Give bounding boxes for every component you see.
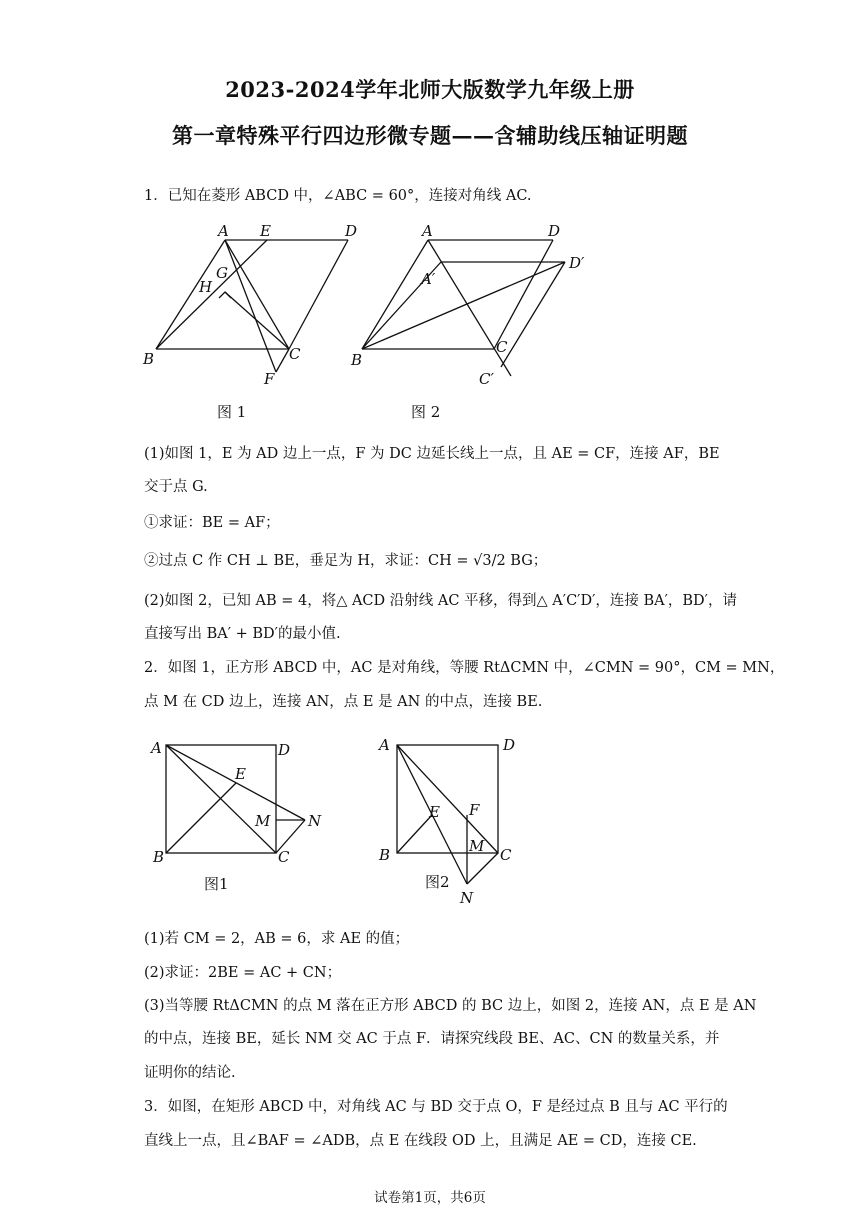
q2f1-label-B: B bbox=[153, 848, 165, 866]
fig2-label-D-prime: D′ bbox=[569, 254, 585, 272]
title-line-1: 2023-2024学年北师大版数学九年级上册 bbox=[225, 77, 635, 102]
q2f2-caption: 图2 bbox=[425, 873, 450, 891]
q2-part2: (2)求证：2BE = AC + CN； bbox=[144, 965, 342, 981]
q2f2-label-A: A bbox=[379, 736, 390, 754]
fig2-label-D: D bbox=[548, 222, 561, 240]
q2-part1: (1)若 CM = 2，AB = 6，求 AE 的值； bbox=[144, 931, 410, 947]
q2-part3-line3: 证明你的结论. bbox=[144, 1065, 236, 1081]
q2f1-label-M: M bbox=[255, 812, 271, 830]
q2f2-label-C: C bbox=[500, 846, 512, 864]
q2-stem-line1: 2．如图 1，正方形 ABCD 中，AC 是对角线，等腰 RtΔCMN 中，∠CMN = 90°，CM = MN， bbox=[144, 660, 785, 676]
q3-stem-line2: 直线上一点，且∠BAF = ∠ADB，点 E 在线段 OD 上，且满足 AE = CD，连接 CE. bbox=[144, 1133, 697, 1149]
q1-part1-i: ①求证：BE = AF； bbox=[144, 515, 280, 531]
fig1-label-G: G bbox=[216, 264, 228, 282]
q3-stem-line1: 3．如图，在矩形 ABCD 中，对角线 AC 与 BD 交于点 O，F 是经过点 B 且与 AC 平行的 bbox=[144, 1099, 728, 1115]
q1-part2-line1: (2)如图 2，已知 AB = 4，将△ ACD 沿射线 AC 平移，得到△ A′C′D′，连接 BA′，BD′，请 bbox=[144, 593, 737, 609]
q2f1-label-D: D bbox=[278, 741, 291, 759]
q2-stem-line2: 点 M 在 CD 边上，连接 AN，点 E 是 AN 的中点，连接 BE. bbox=[144, 694, 543, 710]
fig1-label-E: E bbox=[260, 222, 271, 240]
fig2-caption: 图 2 bbox=[411, 403, 441, 421]
q2f1-label-C: C bbox=[278, 848, 290, 866]
fig1-label-D: D bbox=[345, 222, 358, 240]
fig1-label-A: A bbox=[218, 222, 229, 240]
q2f2-label-D: D bbox=[503, 736, 516, 754]
q2-figure-2 bbox=[370, 733, 540, 913]
fig1-label-H: H bbox=[199, 278, 213, 296]
q2-figure-1 bbox=[140, 733, 340, 903]
q1-part2-line2: 直接写出 BA′ + BD′的最小值. bbox=[144, 626, 341, 642]
q2f2-label-M: M bbox=[469, 837, 485, 855]
fig1-label-F: F bbox=[264, 370, 275, 388]
page-footer: 试卷第1页，共6页 bbox=[374, 1190, 486, 1206]
q2-part3-line1: (3)当等腰 RtΔCMN 的点 M 落在正方形 ABCD 的 BC 边上，如图 2，连接 AN，点 E 是 AN bbox=[144, 998, 757, 1014]
q2f1-caption: 图1 bbox=[204, 875, 229, 893]
fig2-label-C: C bbox=[496, 338, 508, 356]
q1-part1-line1: (1)如图 1，E 为 AD 边上一点，F 为 DC 边延长线上一点，且 AE = CF，连接 AF，BE bbox=[144, 446, 720, 462]
fig1-caption: 图 1 bbox=[217, 403, 247, 421]
title-line-2: 第一章特殊平行四边形微专题——含辅助线压轴证明题 bbox=[172, 123, 688, 148]
q2f2-label-B: B bbox=[379, 846, 391, 864]
q2f2-label-N: N bbox=[460, 889, 474, 907]
fig2-label-B: B bbox=[351, 351, 363, 369]
q1-part1-line2: 交于点 G. bbox=[144, 479, 208, 495]
fig2-label-A: A bbox=[422, 222, 433, 240]
q1-figure-1 bbox=[140, 218, 363, 424]
q2f1-label-A: A bbox=[151, 739, 162, 757]
q2-part3-line2: 的中点，连接 BE，延长 NM 交 AC 于点 F．请探究线段 BE、AC、CN 的数量关系，并 bbox=[144, 1031, 720, 1047]
q1-figure-2 bbox=[345, 218, 610, 424]
q2f1-label-N: N bbox=[308, 812, 322, 830]
fig2-label-C-prime: C′ bbox=[479, 370, 494, 388]
q1-part1-ii: ②过点 C 作 CH ⊥ BE，垂足为 H，求证：CH = √3/2 BG； bbox=[144, 553, 548, 569]
q2f2-label-E: E bbox=[429, 803, 440, 821]
q1-stem: 1．已知在菱形 ABCD 中，∠ABC = 60°，连接对角线 AC. bbox=[144, 188, 532, 204]
fig1-label-C: C bbox=[289, 345, 301, 363]
fig1-label-B: B bbox=[143, 350, 155, 368]
q2f2-label-F: F bbox=[469, 801, 480, 819]
q2f1-label-E: E bbox=[235, 765, 246, 783]
fig2-label-A-prime: A′ bbox=[421, 270, 436, 288]
